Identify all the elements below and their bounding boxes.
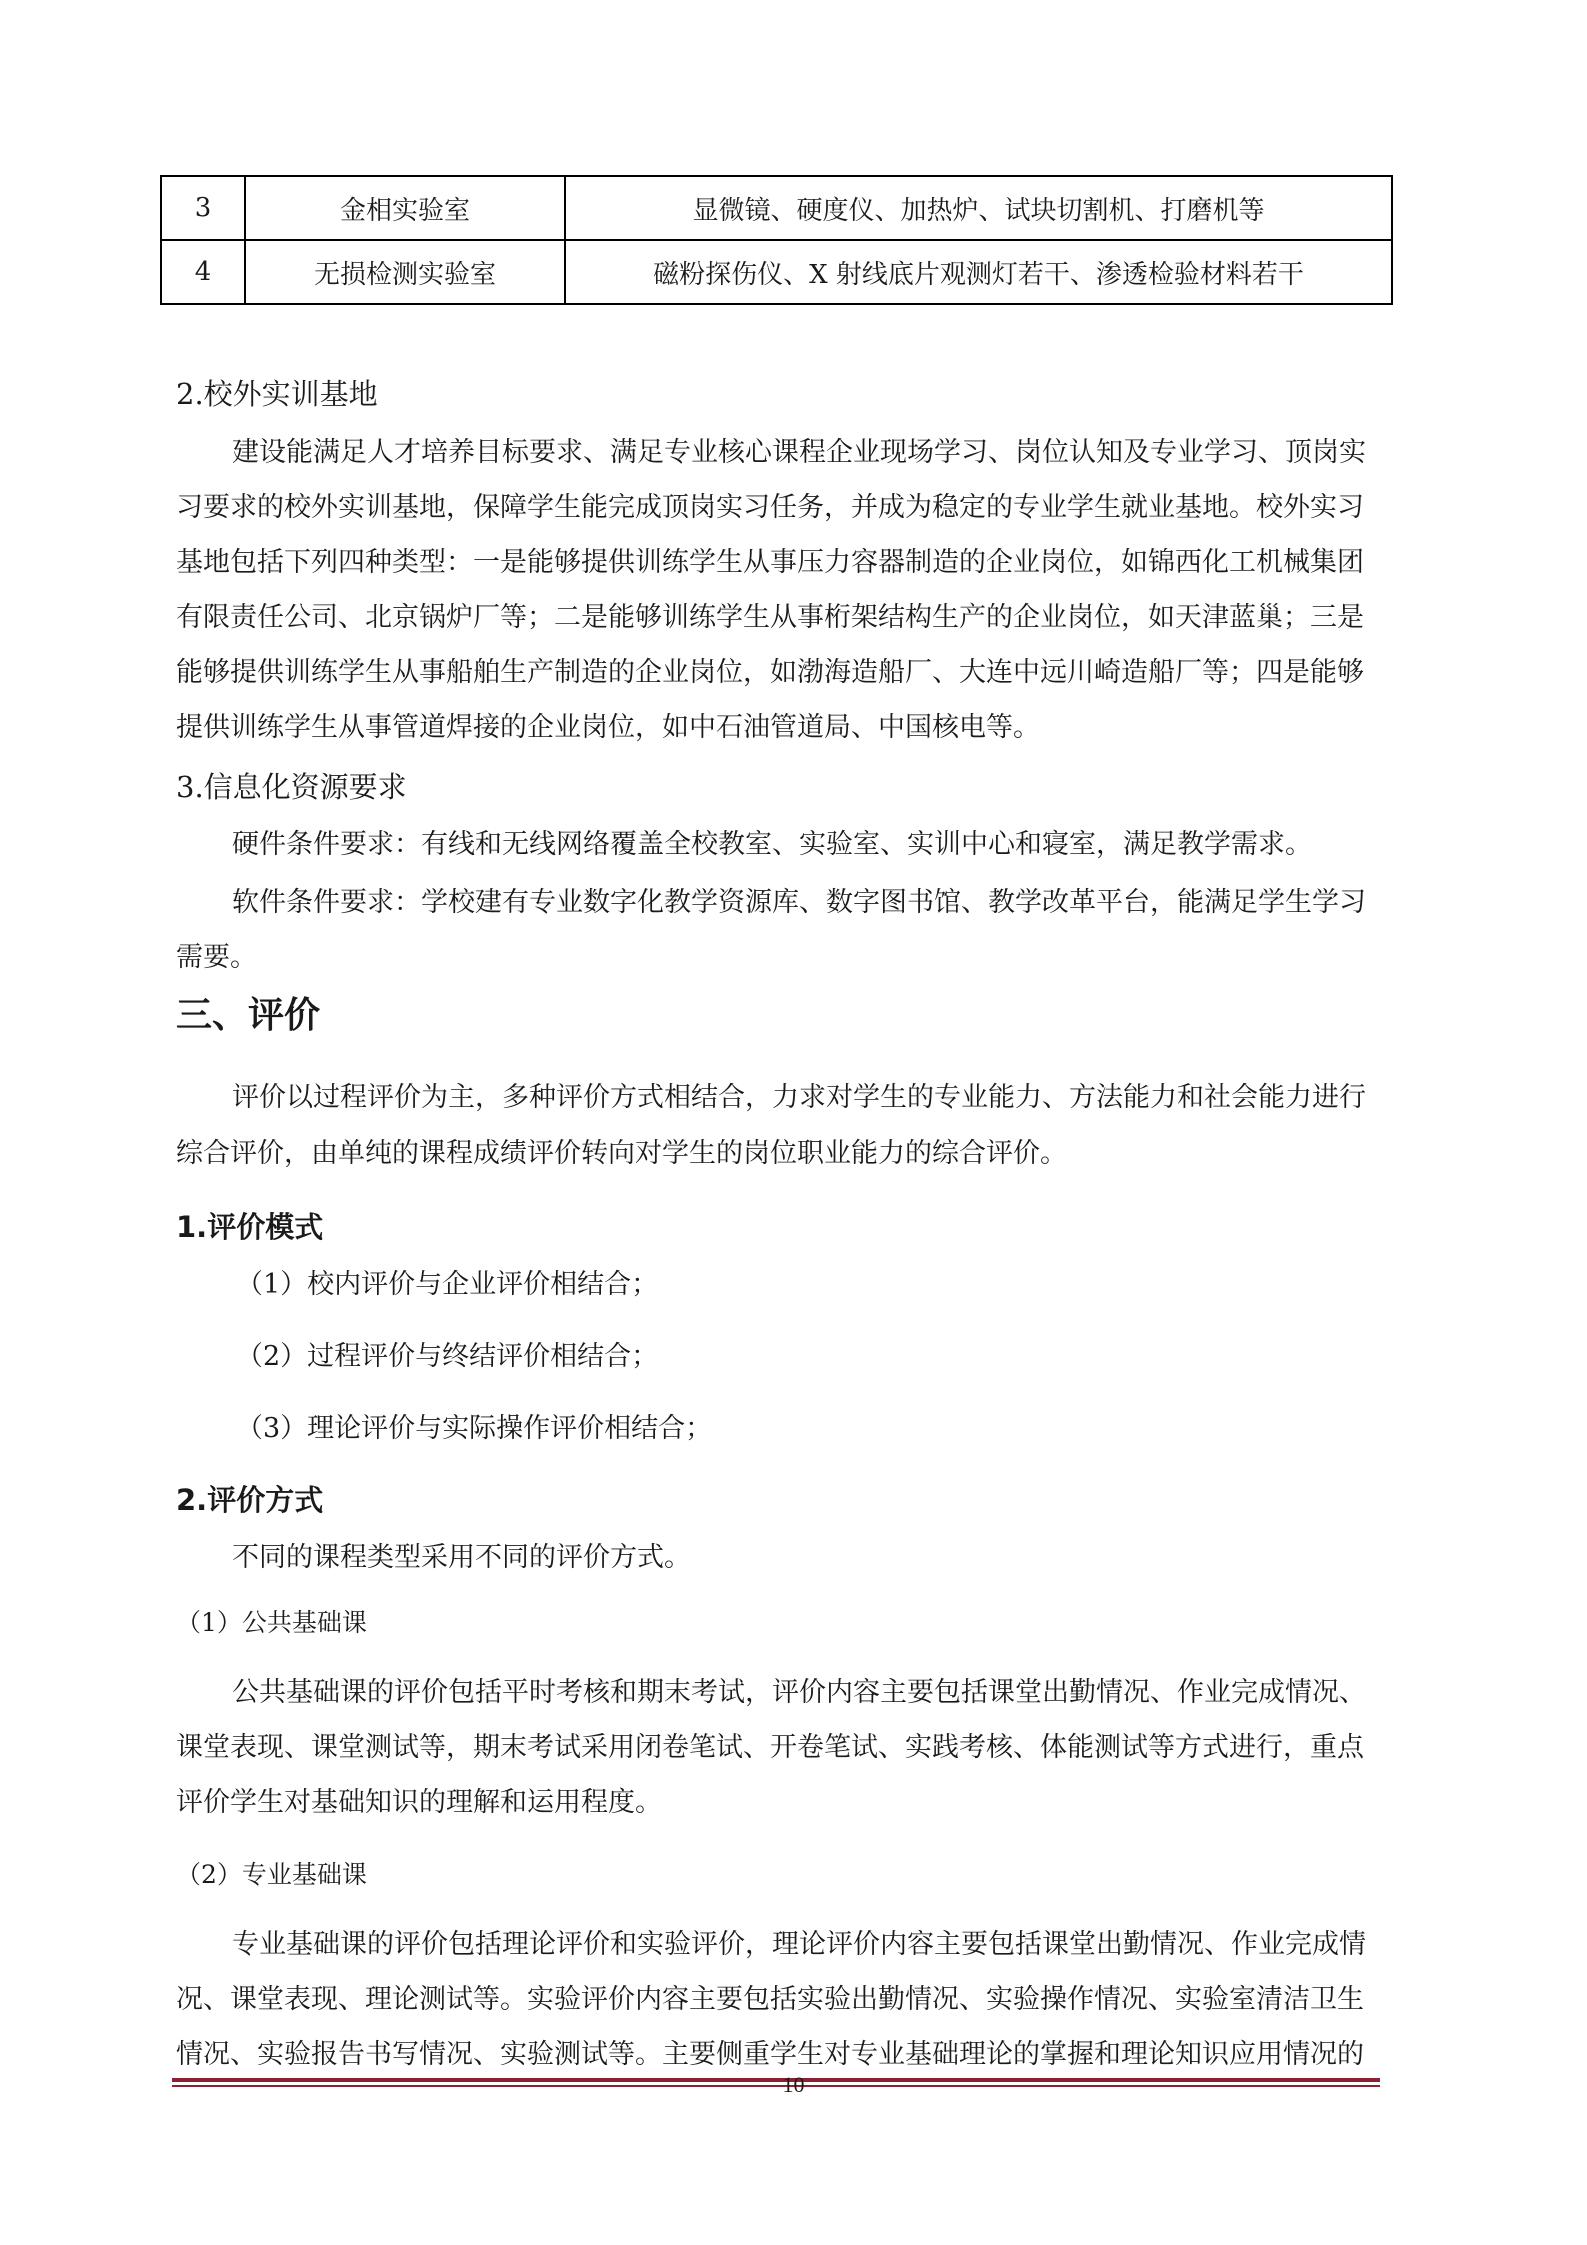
outside-base-line-3: 基地包括下列四种类型：一是能够提供训练学生从事压力容器制造的企业岗位，如锦西化工机械集团 bbox=[176, 547, 1364, 578]
outside-base-line-1: 建设能满足人才培养目标要求、满足专业核心课程企业现场学习、岗位认知及专业学习、顶岗实 bbox=[232, 437, 1366, 468]
table-cell-number: 4 bbox=[161, 240, 245, 304]
outside-base-line-4: 有限责任公司、北京锅炉厂等；二是能够训练学生从事桁架结构生产的企业岗位，如天津蓝巢；三是 bbox=[176, 602, 1364, 633]
page-number: 10 bbox=[782, 2072, 805, 2097]
public-course-line-1: 公共基础课的评价包括平时考核和期末考试，评价内容主要包括课堂出勤情况、作业完成情况、 bbox=[232, 1677, 1366, 1708]
outside-base-line-2: 习要求的校外实训基地，保障学生能完成顶岗实习任务，并成为稳定的专业学生就业基地。校外实习 bbox=[176, 492, 1364, 523]
professional-course-heading: （2）专业基础课 bbox=[176, 1860, 367, 1889]
evaluation-mode-heading: 1.评价模式 bbox=[176, 1210, 324, 1244]
evaluation-methods-heading: 2.评价方式 bbox=[176, 1483, 324, 1517]
table-cell-equipment: 磁粉探伤仪、X 射线底片观测灯若干、渗透检验材料若干 bbox=[565, 240, 1392, 304]
section-title: 三、评价 bbox=[176, 995, 321, 1036]
table-cell-number: 3 bbox=[161, 176, 245, 240]
equipment-table bbox=[160, 175, 1393, 305]
public-course-line-2: 课堂表现、课堂测试等，期末考试采用闭卷笔试、开卷笔试、实践考核、体能测试等方式进行，重点 bbox=[176, 1732, 1364, 1763]
outside-base-line-6: 提供训练学生从事管道焊接的企业岗位，如中石油管道局、中国核电等。 bbox=[176, 712, 1040, 743]
evaluation-mode-item-3: （3）理论评价与实际操作评价相结合； bbox=[236, 1413, 713, 1444]
outside-base-line-5: 能够提供训练学生从事船舶生产制造的企业岗位，如渤海造船厂、大连中远川崎造船厂等；四是能够 bbox=[176, 657, 1364, 688]
table-row bbox=[161, 176, 1392, 240]
software-requirement-line-1: 软件条件要求：学校建有专业数字化教学资源库、数字图书馆、教学改革平台，能满足学生学习 bbox=[232, 887, 1366, 918]
evaluation-intro-line-1: 评价以过程评价为主，多种评价方式相结合，力求对学生的专业能力、方法能力和社会能力进行 bbox=[232, 1082, 1366, 1113]
table-cell-lab-name: 无损检测实验室 bbox=[245, 240, 565, 304]
hardware-requirement: 硬件条件要求：有线和无线网络覆盖全校教室、实验室、实训中心和寝室，满足教学需求。 bbox=[232, 829, 1312, 860]
professional-course-line-3: 情况、实验报告书写情况、实验测试等。主要侧重学生对专业基础理论的掌握和理论知识应用情况的 bbox=[176, 2039, 1364, 2070]
professional-course-line-2: 况、课堂表现、理论测试等。实验评价内容主要包括实验出勤情况、实验操作情况、实验室清洁卫生 bbox=[176, 1984, 1364, 2015]
evaluation-mode-item-2: （2）过程评价与终结评价相结合； bbox=[236, 1341, 659, 1372]
public-course-line-3: 评价学生对基础知识的理解和运用程度。 bbox=[176, 1787, 662, 1818]
public-course-heading: （1）公共基础课 bbox=[176, 1608, 367, 1637]
info-resources-heading: 3.信息化资源要求 bbox=[176, 770, 407, 804]
table-cell-equipment: 显微镜、硬度仪、加热炉、试块切割机、打磨机等 bbox=[565, 176, 1392, 240]
table-cell-lab-name: 金相实验室 bbox=[245, 176, 565, 240]
outside-base-heading: 2.校外实训基地 bbox=[176, 377, 378, 411]
evaluation-intro-line-2: 综合评价，由单纯的课程成绩评价转向对学生的岗位职业能力的综合评价。 bbox=[176, 1138, 1067, 1169]
evaluation-mode-item-1: （1）校内评价与企业评价相结合； bbox=[236, 1269, 659, 1300]
software-requirement-line-2: 需要。 bbox=[176, 942, 257, 973]
evaluation-methods-intro: 不同的课程类型采用不同的评价方式。 bbox=[232, 1542, 691, 1573]
table-row bbox=[161, 240, 1392, 304]
professional-course-line-1: 专业基础课的评价包括理论评价和实验评价，理论评价内容主要包括课堂出勤情况、作业完成情 bbox=[232, 1929, 1366, 1960]
